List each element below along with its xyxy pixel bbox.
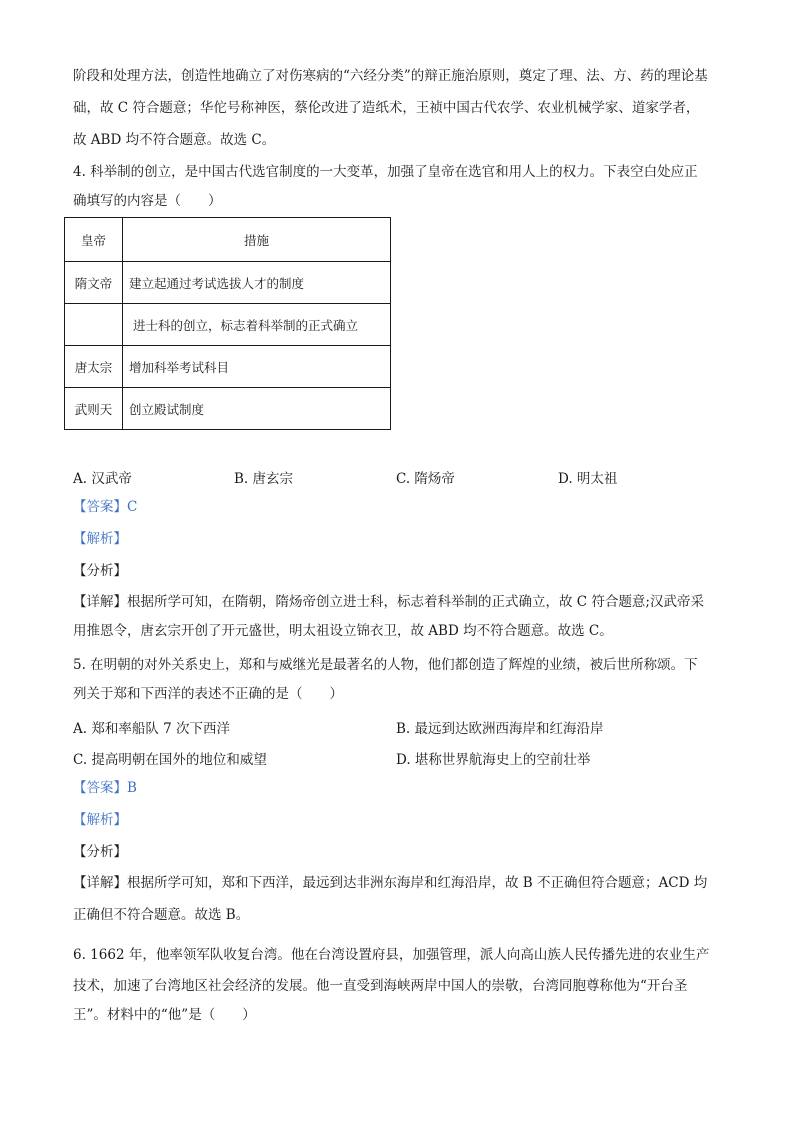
q4-stem: 确填写的内容是（ ）: [73, 193, 222, 209]
q4-analysis-label: 【解析】: [73, 531, 127, 547]
q4-option-d: D. 明太祖: [558, 471, 618, 487]
q5-option-a: A. 郑和率船队 7 次下西洋: [73, 721, 231, 737]
table-cell-measure: 创立殿试制度: [123, 388, 391, 430]
prev-explanation-line: 故 ABD 均不符合题意。故选 C。: [73, 132, 276, 148]
q4-detail: 用推恩令，唐玄宗开创了开元盛世，明太祖设立锦衣卫，故 ABD 均不符合题意。故选 C。: [73, 623, 613, 639]
prev-explanation-line: 阶段和处理方法，创造性地确立了对伤寒病的“六经分类”的辩正施治原则，奠定了理、法、方、药的理论基: [73, 68, 708, 84]
q5-option-c: C. 提高明朝在国外的地位和威望: [73, 752, 267, 768]
table-row: [65, 262, 391, 304]
q5-analysis-label: 【解析】: [73, 812, 127, 828]
table-cell-emperor: 隋文帝: [65, 262, 123, 304]
table-row: [65, 346, 391, 388]
table-cell-emperor: 武则天: [65, 388, 123, 430]
table-cell-measure: 进士科的创立，标志着科举制的正式确立: [123, 304, 391, 346]
q5-option-b: B. 最远到达欧洲西海岸和红海沿岸: [396, 721, 604, 737]
q5-detail: 【详解】根据所学可知，郑和下西洋，最远到达非洲东海岸和红海沿岸，故 B 不正确但符合题意；ACD 均: [73, 875, 708, 891]
prev-explanation-line: 础，故 C 符合题意；华佗号称神医，蔡伦改进了造纸术，王祯中国古代农学、农业机械学家、道家学者，: [73, 100, 700, 116]
table-cell-emperor: 唐太宗: [65, 346, 123, 388]
q4-stem: 4. 科举制的创立，是中国古代选官制度的一大变革，加强了皇帝在选官和用人上的权力。下表空白处应正: [73, 164, 698, 180]
q4-table: [64, 217, 391, 430]
q4-option-c: C. 隋炀帝: [396, 471, 455, 487]
q4-option-a: A. 汉武帝: [73, 471, 132, 487]
q6-stem: 技术，加速了台湾地区社会经济的发展。他一直受到海峡两岸中国人的崇敬，台湾同胞尊称他为“开台圣: [73, 978, 688, 994]
table-row: [65, 304, 391, 346]
q4-fenxi-label: 【分析】: [73, 563, 127, 579]
q5-option-d: D. 堪称世界航海史上的空前壮举: [396, 752, 591, 768]
table-header-emperor: 皇帝: [65, 218, 123, 262]
table-cell-emperor: [65, 304, 123, 346]
table-header-row: [65, 218, 391, 262]
q6-stem: 6. 1662 年，他率领军队收复台湾。他在台湾设置府县，加强管理，派人向高山族人民传播先进的农业生产: [73, 947, 710, 963]
table-row: [65, 388, 391, 430]
q5-detail: 正确但不符合题意。故选 B。: [73, 907, 250, 923]
q5-stem: 列关于郑和下西洋的表述不正确的是（ ）: [73, 686, 343, 702]
q5-stem: 5. 在明朝的对外关系史上，郑和与威继光是最著名的人物，他们都创造了辉煌的业绩，被后世所称颂。下: [73, 657, 698, 673]
q5-fenxi-label: 【分析】: [73, 844, 127, 860]
q4-detail: 【详解】根据所学可知，在隋朝，隋炀帝创立进士科，标志着科举制的正式确立，故 C 符合题意;汉武帝采: [73, 594, 704, 610]
q6-stem: 王”。材料中的“他”是（ ）: [73, 1007, 256, 1023]
q5-answer: 【答案】B: [73, 780, 137, 796]
q4-answer: 【答案】C: [73, 499, 138, 515]
q4-option-b: B. 唐玄宗: [234, 471, 294, 487]
table-cell-measure: 增加科举考试科目: [123, 346, 391, 388]
table-header-measure: 措施: [123, 218, 391, 262]
table-cell-measure: 建立起通过考试选拔人才的制度: [123, 262, 391, 304]
